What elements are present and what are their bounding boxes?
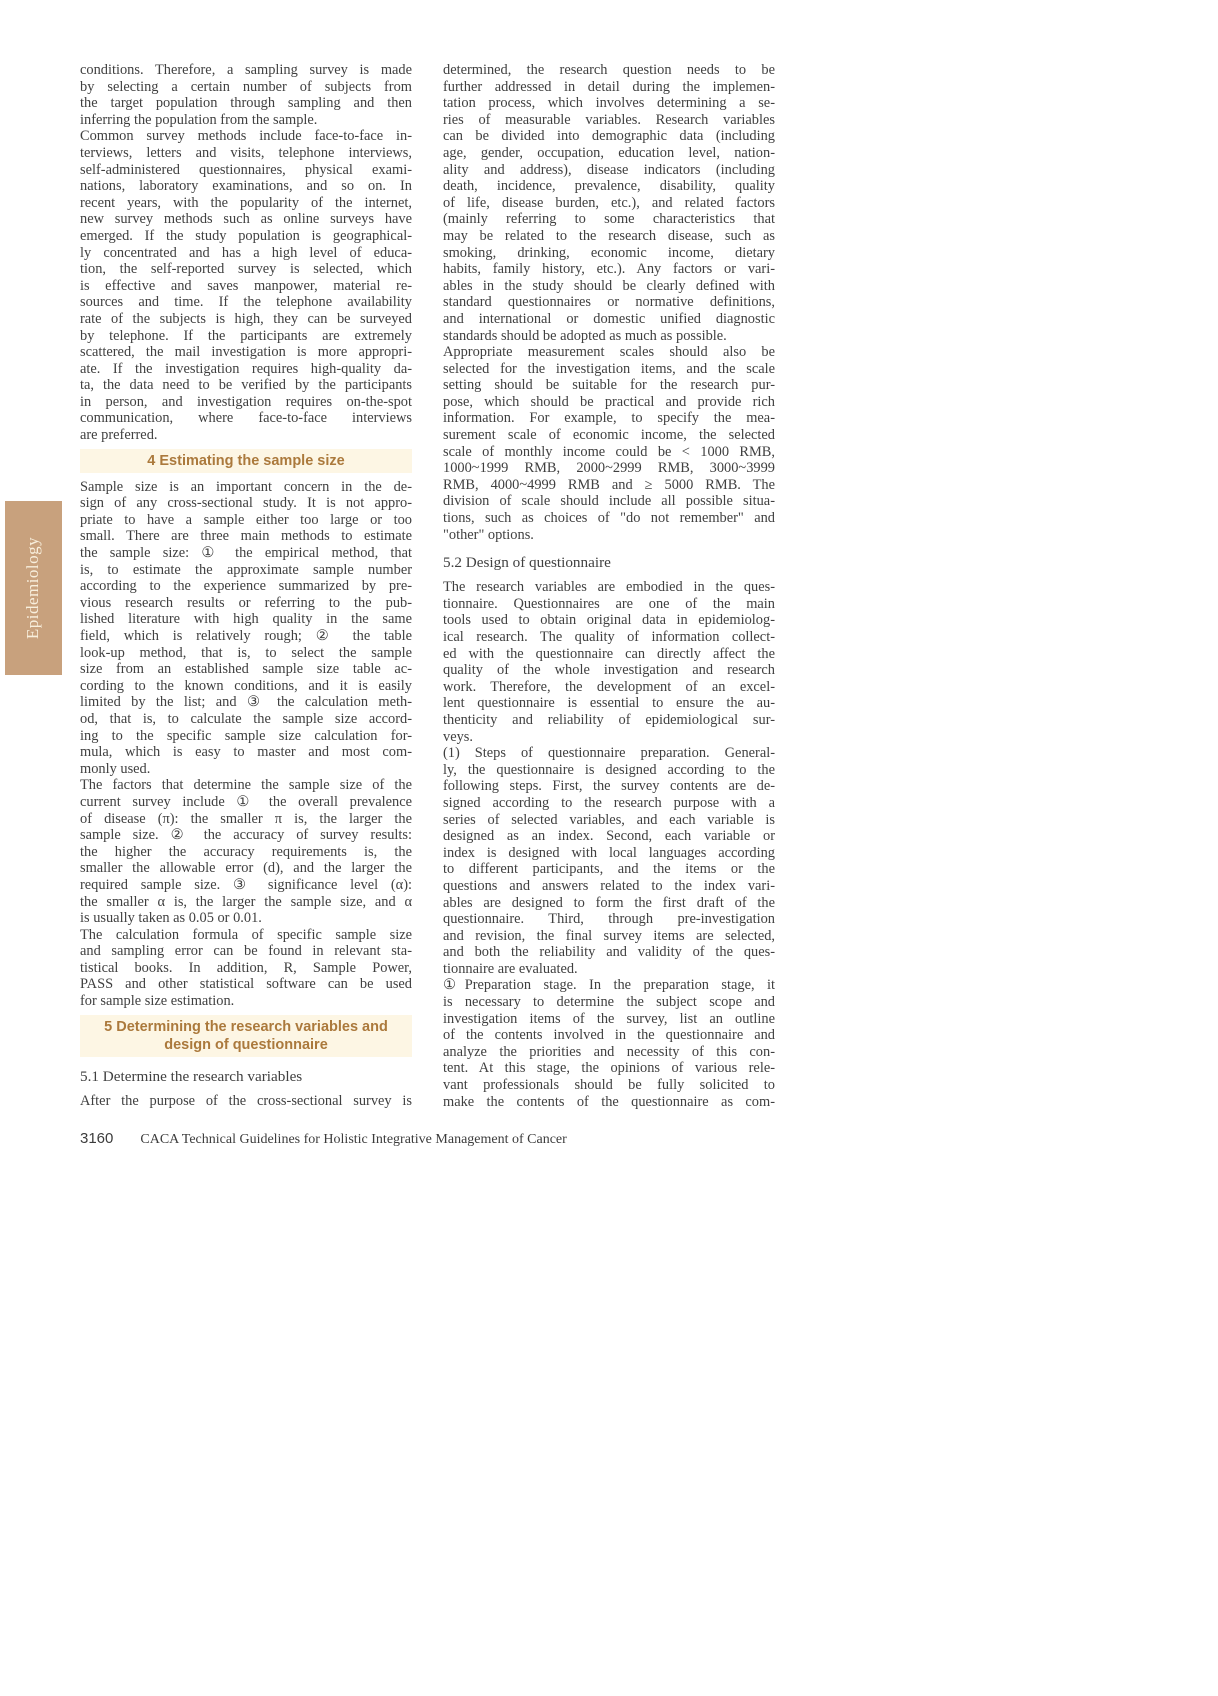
text-line: of the contents involved in the questionnaire and [443,1027,775,1044]
text-line: surement scale of economic income, the selected [443,427,775,444]
text-line: standard questionnaires or normative definitions, [443,294,775,311]
text-line: index is designed with local languages according [443,844,775,861]
text-line: age, gender, occupation, education level, nation- [443,144,775,161]
subsection-heading: 5.1 Determine the research variables [80,1067,303,1085]
text-line: small. There are three main methods to estimate [80,528,412,545]
text-line: may be related to the research disease, such as [443,227,775,244]
text-line: ly, the questionnaire is designed according to the [443,761,775,778]
text-line: ical research. The quality of information collect- [443,629,775,645]
text-line: setting should be suitable for the research pur- [443,377,775,394]
text-line: is usually taken as 0.05 or 0.01. [80,910,262,927]
text-line: tion, the self-reported survey is selected, which [80,261,412,278]
text-line: habits, family history, etc.). Any factors or vari- [443,261,775,278]
text-line: according to the experience summarized by pre- [80,578,412,595]
text-line: cording to the known conditions, and it is easily [80,677,412,694]
text-line: required sample size. ③ significance level (α): [80,876,412,893]
text-line: terviews, letters and visits, telephone interviews, [80,144,412,161]
text-line: sign of any cross-sectional study. It is not appro- [80,495,412,512]
text-line: to different participants, and the items or the [443,861,775,878]
text-line: ries of measurable variables. Research variables [443,111,775,128]
text-line: and both the reliability and validity of the ques- [443,944,775,961]
text-line: ables are designed to form the first draft of the [443,894,775,911]
text-line: and revision, the final survey items are selected, [443,927,775,944]
text-line: and sampling error can be found in relevant sta- [80,943,412,960]
text-line: new survey methods such as online surveys have [80,211,412,228]
section-heading-line: 5 Determining the research variables and [104,1018,388,1035]
text-line: investigation items of the survey, list an outline [443,1010,775,1027]
text-line: of life, disease burden, etc.), and related factors [443,194,775,211]
text-line: the higher the accuracy requirements is, the [80,843,412,860]
text-line: tistical books. In addition, R, Sample Power, [80,959,412,976]
text-line: quality of the whole investigation and research [443,662,775,679]
text-line: following steps. First, the survey contents are de- [443,778,775,795]
text-line: tent. At this stage, the opinions of various rele- [443,1060,775,1077]
text-line: rate of the subjects is high, they can be surveyed [80,310,412,327]
text-line: further addressed in detail during the implemen- [443,78,775,95]
text-line: size from an established sample size table ac- [80,661,412,678]
text-line: The research variables are embodied in the ques- [443,579,775,596]
text-line: ed with the questionnaire can directly affect the [443,645,775,662]
text-line: the target population through sampling and then [80,95,412,112]
text-line: scattered, the mail investigation is more appropri- [80,344,412,361]
right-column [443,62,775,1110]
content-columns [80,62,775,1110]
text-line: ate. If the investigation requires high-quality da- [80,360,412,377]
text-line: mula, which is easy to master and most com- [80,744,412,761]
text-line: ality and address), disease indicators (including [443,161,775,178]
chapter-tab-label: Epidemiology [23,536,43,640]
text-line: nations, laboratory examinations, and so on. In [80,178,412,195]
text-line: RMB, 4000~4999 RMB and ≥ 5000 RMB. The [443,476,775,493]
text-line: limited by the list; and ③ the calculation meth- [80,694,412,711]
text-line: ta, the data need to be verified by the participants [80,377,412,394]
text-line: the sample size: ① the empirical method, that [80,545,412,562]
text-line: can be divided into demographic data (including [443,128,775,145]
text-line: selected for the investigation items, and the scale [443,360,775,377]
text-line: signed according to the research purpose with a [443,794,775,811]
text-line: 1000~1999 RMB, 2000~2999 RMB, 3000~3999 [443,460,775,477]
text-line: work. Therefore, the development of an excel- [443,678,775,695]
text-line: communication, where face-to-face interviews [80,410,412,427]
text-line: tation process, which involves determining a se- [443,95,775,112]
text-line: ly concentrated and has a high level of educa- [80,244,412,261]
text-line: vious research results or referring to the pub- [80,594,412,611]
text-line: the smaller α is, the larger the sample size, and α [80,893,412,910]
text-line: smoking, drinking, economic income, dietary [443,244,775,261]
text-line: PASS and other statistical software can be used [80,976,412,993]
text-line: current survey include ① the overall prevalence [80,793,412,810]
text-line: The factors that determine the sample size of the [80,777,412,794]
text-line: lent questionnaire is essential to ensure the au- [443,695,775,712]
text-line: determined, the research question needs to be [443,62,775,78]
text-line: is effective and saves manpower, material re- [80,277,412,294]
text-line: thenticity and reliability of epidemiological sur- [443,711,775,728]
text-line: tionnaire are evaluated. [443,960,578,977]
text-line: make the contents of the questionnaire as com- [443,1093,775,1110]
text-line: The calculation formula of specific sample size [80,926,412,943]
text-line: designed as an index. Second, each variable or [443,828,775,845]
text-line: is necessary to determine the subject scope and [443,994,775,1011]
text-line: look-up method, that is, to select the sample [80,644,412,661]
text-line: field, which is relatively rough; ② the table [80,628,412,644]
text-line: is, to estimate the approximate sample number [80,561,412,578]
text-line: Common survey methods include face-to-face in- [80,128,412,145]
text-line: emerged. If the study population is geographical- [80,227,412,244]
left-column [80,62,412,1110]
text-line: pose, which should be practical and provide rich [443,393,775,410]
text-line: monly used. [80,760,151,777]
text-line: ing to the specific sample size calculation for- [80,727,412,744]
text-line: for sample size estimation. [80,993,235,1010]
text-line: After the purpose of the cross-sectional survey is [80,1092,412,1109]
text-line: sources and time. If the telephone availability [80,294,412,311]
text-line: tions, such as choices of "do not remember" and [443,510,775,527]
text-line: Sample size is an important concern in the de- [80,478,412,495]
text-line: tionnaire. Questionnaires are one of the main [443,595,775,612]
text-line: questionnaire. Third, through pre-investigation [443,911,775,928]
text-line: (1) Steps of questionnaire preparation. General- [443,745,775,762]
text-line: series of selected variables, and each variable is [443,811,775,828]
text-line: by selecting a certain number of subjects from [80,78,412,95]
text-line: division of scale should include all possible situa- [443,493,775,510]
text-line: priate to have a sample either too large or too [80,511,412,528]
footer-title: CACA Technical Guidelines for Holistic Integrative Management of Cancer [140,1132,567,1147]
text-line: smaller the allowable error (d), and the larger the [80,860,412,877]
text-line: lished literature with high quality in the same [80,611,412,628]
text-line: "other" options. [443,526,534,543]
section-heading [80,1015,412,1057]
text-line: Appropriate measurement scales should also be [443,344,775,361]
page-number: 3160 [80,1130,114,1147]
text-line: sample size. ② the accuracy of survey results: [80,827,412,844]
text-line: (mainly referring to some characteristics that [443,211,775,228]
text-line: ables in the study should be clearly defined with [443,277,775,294]
subsection-heading: 5.2 Design of questionnaire [443,554,611,572]
text-line: death, incidence, prevalence, disability, quality [443,178,775,195]
text-line: by telephone. If the participants are extremely [80,327,412,344]
text-line: information. For example, to specify the mea- [443,410,775,427]
text-line: questions and answers related to the index vari- [443,877,775,894]
text-line: are preferred. [80,427,158,444]
text-line: conditions. Therefore, a sampling survey is made [80,62,412,78]
text-line: self-administered questionnaires, physical exami- [80,161,412,178]
text-line: analyze the priorities and necessity of this con- [443,1043,775,1060]
text-line: in person, and investigation requires on-the-spot [80,393,412,410]
text-line: of disease (π): the smaller π is, the larger the [80,810,412,827]
text-line: od, that is, to calculate the sample size accord- [80,710,412,727]
section-heading-line: 4 Estimating the sample size [147,452,345,469]
text-line: inferring the population from the sample. [80,111,318,128]
text-line: recent years, with the popularity of the internet, [80,194,412,211]
text-line: ①Preparation stage. In the preparation stage, it [443,977,775,994]
page-footer [80,1130,567,1148]
section-heading [80,449,412,473]
text-line: vant professionals should be fully solicited to [443,1077,775,1094]
text-line: standards should be adopted as much as possible. [443,327,727,344]
chapter-tab [5,501,62,675]
section-heading-line: design of questionnaire [164,1036,328,1053]
text-line: tools used to obtain original data in epidemiolog- [443,612,775,629]
text-line: and international or domestic unified diagnostic [443,310,775,327]
text-line: veys. [443,728,473,745]
text-line: scale of monthly income could be < 1000 RMB, [443,443,775,460]
